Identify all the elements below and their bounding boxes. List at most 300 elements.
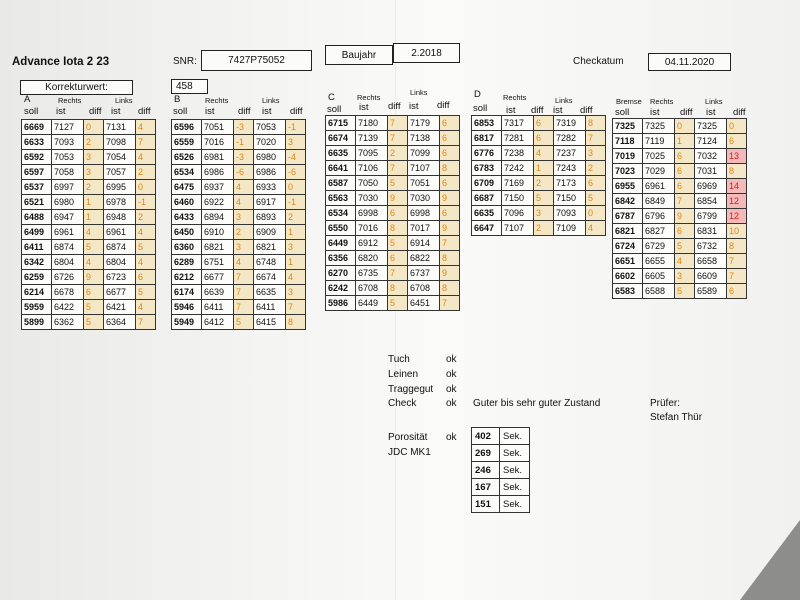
group-a-ist-r: ist xyxy=(56,106,66,117)
pruefer-name: Stefan Thür xyxy=(650,412,703,423)
rechts-ist-cell: 6804 xyxy=(52,255,84,270)
links-ist-cell: 6909 xyxy=(254,225,286,240)
rechts-ist-cell: 7050 xyxy=(356,176,388,191)
soll-cell: 5986 xyxy=(326,296,356,311)
links-ist-cell: 6589 xyxy=(695,284,727,299)
links-ist-cell: 6799 xyxy=(695,209,727,224)
links-ist-cell: 7053 xyxy=(254,120,286,135)
soll-cell: 6450 xyxy=(172,225,202,240)
rechts-ist-cell: 6639 xyxy=(202,285,234,300)
links-diff-cell: 8 xyxy=(440,161,460,176)
rechts-diff-cell: 5 xyxy=(388,236,408,251)
rechts-ist-cell: 7150 xyxy=(502,191,534,206)
snr-label: SNR: xyxy=(173,56,197,67)
rechts-ist-cell: 6751 xyxy=(202,255,234,270)
rechts-diff-cell: 9 xyxy=(675,209,695,224)
soll-cell: 6342 xyxy=(22,255,52,270)
soll-cell: 7118 xyxy=(613,134,643,149)
rechts-diff-cell: 7 xyxy=(234,270,254,285)
checkdatum-label: Checkatum xyxy=(573,56,624,67)
soll-cell: 6602 xyxy=(613,269,643,284)
soll-cell: 6212 xyxy=(172,270,202,285)
check-traggegut-value: ok xyxy=(446,384,457,395)
soll-cell: 6214 xyxy=(22,285,52,300)
links-ist-cell: 6415 xyxy=(254,315,286,330)
soll-cell: 6242 xyxy=(326,281,356,296)
baujahr-label: Baujahr xyxy=(325,45,393,65)
table-row xyxy=(326,191,460,206)
links-diff-cell: 9 xyxy=(440,221,460,236)
group-c-letter: C xyxy=(328,92,335,103)
links-ist-cell: 7173 xyxy=(554,176,586,191)
soll-cell: 7019 xyxy=(613,149,643,164)
links-ist-cell: 7138 xyxy=(408,131,440,146)
soll-cell: 6521 xyxy=(22,195,52,210)
links-ist-cell: 6723 xyxy=(104,270,136,285)
soll-cell: 6499 xyxy=(22,225,52,240)
rechts-ist-cell: 6937 xyxy=(202,180,234,195)
links-diff-cell: 6 xyxy=(727,134,747,149)
table-row xyxy=(172,285,306,300)
links-diff-cell: 4 xyxy=(136,225,156,240)
soll-cell: 6651 xyxy=(613,254,643,269)
links-diff-cell: 7 xyxy=(727,254,747,269)
links-diff-cell: 0 xyxy=(286,180,306,195)
table-row xyxy=(326,161,460,176)
soll-cell: 6449 xyxy=(326,236,356,251)
soll-cell: 6817 xyxy=(472,131,502,146)
rechts-ist-cell: 6677 xyxy=(202,270,234,285)
links-ist-cell: 6658 xyxy=(695,254,727,269)
rechts-diff-cell: 1 xyxy=(534,161,554,176)
rechts-ist-cell: 7016 xyxy=(356,221,388,236)
links-ist-cell: 6708 xyxy=(408,281,440,296)
rechts-ist-cell: 6910 xyxy=(202,225,234,240)
links-ist-cell: 6961 xyxy=(104,225,136,240)
rechts-diff-cell: 4 xyxy=(84,255,104,270)
porositaet-unit: Sek. xyxy=(500,445,530,462)
links-ist-cell: 6969 xyxy=(695,179,727,194)
links-diff-cell: 8 xyxy=(727,239,747,254)
links-diff-cell: 7 xyxy=(440,296,460,311)
rechts-ist-cell: 6821 xyxy=(202,240,234,255)
links-diff-cell: 3 xyxy=(286,240,306,255)
soll-cell: 6174 xyxy=(172,285,202,300)
rechts-ist-cell: 6961 xyxy=(643,179,675,194)
rechts-ist-cell: 6362 xyxy=(52,315,84,330)
links-diff-cell: 6 xyxy=(440,131,460,146)
soll-cell: 6270 xyxy=(326,266,356,281)
bremse-ist-l: ist xyxy=(706,107,716,118)
links-diff-cell: 2 xyxy=(136,210,156,225)
soll-cell: 5946 xyxy=(172,300,202,315)
soll-cell: 6534 xyxy=(172,165,202,180)
links-diff-cell: 7 xyxy=(586,131,606,146)
table-row xyxy=(326,116,460,131)
links-diff-cell: 6 xyxy=(440,116,460,131)
links-diff-cell: 6 xyxy=(586,176,606,191)
rechts-ist-cell: 6961 xyxy=(52,225,84,240)
soll-cell: 6669 xyxy=(22,120,52,135)
table-row xyxy=(472,221,606,236)
table-row xyxy=(326,251,460,266)
table-row xyxy=(326,281,460,296)
table-row xyxy=(613,269,747,284)
table-row xyxy=(326,146,460,161)
soll-cell: 6687 xyxy=(472,191,502,206)
table-row xyxy=(326,296,460,311)
rechts-ist-cell: 6849 xyxy=(643,194,675,209)
links-ist-cell: 6917 xyxy=(254,195,286,210)
check-traggegut-label: Traggegut xyxy=(388,384,434,395)
table-row xyxy=(326,176,460,191)
links-ist-cell: 6854 xyxy=(695,194,727,209)
links-diff-cell: 14 xyxy=(727,179,747,194)
links-diff-cell: 10 xyxy=(727,224,747,239)
rechts-ist-cell: 6922 xyxy=(202,195,234,210)
soll-cell: 6537 xyxy=(22,180,52,195)
links-diff-cell: 7 xyxy=(136,315,156,330)
links-ist-cell: 6737 xyxy=(408,266,440,281)
soll-cell: 6592 xyxy=(22,150,52,165)
group-d-ist-r: ist xyxy=(506,105,516,116)
table-row xyxy=(613,224,747,239)
table-row xyxy=(172,180,306,195)
table-row xyxy=(22,210,156,225)
porositaet-value: ok xyxy=(446,432,457,443)
links-ist-cell: 6986 xyxy=(254,165,286,180)
rechts-ist-cell: 6912 xyxy=(356,236,388,251)
table-row xyxy=(172,150,306,165)
links-diff-cell: -1 xyxy=(136,195,156,210)
table-row xyxy=(613,194,747,209)
rechts-ist-cell: 6874 xyxy=(52,240,84,255)
table-row xyxy=(326,266,460,281)
links-diff-cell: 2 xyxy=(136,165,156,180)
group-b-diff-r: diff xyxy=(238,106,251,117)
links-diff-cell: -1 xyxy=(286,120,306,135)
links-diff-cell: 7 xyxy=(286,300,306,315)
table-row xyxy=(326,236,460,251)
group-a-links: Links xyxy=(115,96,133,105)
rechts-ist-cell: 6998 xyxy=(356,206,388,221)
links-diff-cell: -1 xyxy=(286,195,306,210)
links-ist-cell: 7131 xyxy=(104,120,136,135)
rechts-diff-cell: 8 xyxy=(388,221,408,236)
soll-cell: 5949 xyxy=(172,315,202,330)
table-row xyxy=(22,285,156,300)
links-ist-cell: 7243 xyxy=(554,161,586,176)
links-diff-cell: 8 xyxy=(727,164,747,179)
rechts-ist-cell: 7281 xyxy=(502,131,534,146)
links-diff-cell: 1 xyxy=(286,255,306,270)
table-row xyxy=(613,134,747,149)
rechts-diff-cell: 4 xyxy=(234,180,254,195)
table-row xyxy=(472,116,606,131)
group-d-table xyxy=(471,115,606,236)
rechts-diff-cell: 1 xyxy=(84,210,104,225)
table-row xyxy=(472,176,606,191)
links-ist-cell: 6732 xyxy=(695,239,727,254)
group-c-links: Links xyxy=(410,88,428,97)
group-d-links: Links xyxy=(555,96,573,105)
group-c-rechts: Rechts xyxy=(357,93,381,102)
bremse-rechts: Rechts xyxy=(650,97,674,106)
rechts-diff-cell: 3 xyxy=(84,150,104,165)
rechts-diff-cell: 2 xyxy=(388,146,408,161)
links-diff-cell: 8 xyxy=(286,315,306,330)
soll-cell: 6475 xyxy=(172,180,202,195)
rechts-diff-cell: 4 xyxy=(84,225,104,240)
rechts-ist-cell: 6678 xyxy=(52,285,84,300)
group-d-soll: soll xyxy=(473,103,488,114)
group-b-table xyxy=(171,119,306,330)
links-diff-cell: 9 xyxy=(440,266,460,281)
rechts-diff-cell: 5 xyxy=(675,239,695,254)
rechts-ist-cell: 7051 xyxy=(202,120,234,135)
soll-cell: 6787 xyxy=(613,209,643,224)
group-a-ist-l: ist xyxy=(111,106,121,117)
soll-cell: 6488 xyxy=(22,210,52,225)
bremse-diff-l: diff xyxy=(733,107,746,118)
table-row xyxy=(613,164,747,179)
group-d-letter: D xyxy=(474,89,481,100)
rechts-ist-cell: 6449 xyxy=(356,296,388,311)
porositaet-unit: Sek. xyxy=(500,479,530,496)
links-ist-cell: 7098 xyxy=(104,135,136,150)
links-ist-cell: 6874 xyxy=(104,240,136,255)
rechts-diff-cell: -3 xyxy=(234,150,254,165)
rechts-diff-cell: -3 xyxy=(234,120,254,135)
links-ist-cell: 6821 xyxy=(254,240,286,255)
links-diff-cell: 4 xyxy=(136,255,156,270)
links-ist-cell: 7057 xyxy=(104,165,136,180)
links-ist-cell: 7099 xyxy=(408,146,440,161)
porositaet-seconds: 151 xyxy=(472,496,500,513)
links-diff-cell: 7 xyxy=(136,135,156,150)
rechts-ist-cell: 7119 xyxy=(643,134,675,149)
soll-cell: 6709 xyxy=(472,176,502,191)
links-ist-cell: 7032 xyxy=(695,149,727,164)
soll-cell: 6289 xyxy=(172,255,202,270)
links-ist-cell: 6635 xyxy=(254,285,286,300)
links-diff-cell: 6 xyxy=(440,146,460,161)
links-ist-cell: 6980 xyxy=(254,150,286,165)
rechts-diff-cell: 5 xyxy=(234,315,254,330)
rechts-diff-cell: 9 xyxy=(388,191,408,206)
table-row xyxy=(172,315,306,330)
rechts-diff-cell: 2 xyxy=(234,225,254,240)
rechts-diff-cell: 6 xyxy=(675,164,695,179)
group-b-letter: B xyxy=(174,94,181,105)
links-diff-cell: 0 xyxy=(727,119,747,134)
links-diff-cell: 4 xyxy=(136,120,156,135)
links-ist-cell: 6677 xyxy=(104,285,136,300)
links-ist-cell: 7020 xyxy=(254,135,286,150)
porositaet-row xyxy=(472,462,530,479)
links-diff-cell: 2 xyxy=(286,210,306,225)
links-diff-cell: 4 xyxy=(136,300,156,315)
links-ist-cell: 7017 xyxy=(408,221,440,236)
sheet-title: Advance Iota 2 23 xyxy=(12,56,110,68)
table-row xyxy=(22,165,156,180)
rechts-diff-cell: 4 xyxy=(534,146,554,161)
rechts-diff-cell: 2 xyxy=(84,180,104,195)
rechts-ist-cell: 6655 xyxy=(643,254,675,269)
soll-cell: 6641 xyxy=(326,161,356,176)
rechts-diff-cell: 6 xyxy=(675,179,695,194)
group-b-rechts: Rechts xyxy=(205,96,229,105)
table-row xyxy=(172,120,306,135)
rechts-diff-cell: 1 xyxy=(675,134,695,149)
soll-cell: 6563 xyxy=(326,191,356,206)
rechts-ist-cell: 6827 xyxy=(643,224,675,239)
rechts-ist-cell: 6947 xyxy=(52,210,84,225)
rechts-diff-cell: 3 xyxy=(234,240,254,255)
group-b-soll: soll xyxy=(173,106,188,117)
table-row xyxy=(326,206,460,221)
soll-cell: 6559 xyxy=(172,135,202,150)
links-diff-cell: 13 xyxy=(727,149,747,164)
links-diff-cell: 8 xyxy=(440,251,460,266)
links-diff-cell: 7 xyxy=(440,236,460,251)
rechts-ist-cell: 7096 xyxy=(502,206,534,221)
links-diff-cell: 6 xyxy=(136,270,156,285)
table-row xyxy=(22,135,156,150)
rechts-diff-cell: 4 xyxy=(234,255,254,270)
rechts-ist-cell: 6980 xyxy=(52,195,84,210)
rechts-ist-cell: 6422 xyxy=(52,300,84,315)
rechts-diff-cell: 7 xyxy=(234,285,254,300)
soll-cell: 6583 xyxy=(613,284,643,299)
rechts-diff-cell: 5 xyxy=(388,296,408,311)
links-diff-cell: 12 xyxy=(727,209,747,224)
links-ist-cell: 6609 xyxy=(695,269,727,284)
links-ist-cell: 7179 xyxy=(408,116,440,131)
links-diff-cell: 6 xyxy=(440,176,460,191)
porositaet-table xyxy=(471,427,530,513)
links-ist-cell: 7107 xyxy=(408,161,440,176)
table-row xyxy=(22,255,156,270)
rechts-diff-cell: 5 xyxy=(388,176,408,191)
links-diff-cell: 5 xyxy=(586,191,606,206)
group-d-diff-r: diff xyxy=(531,105,544,116)
porositaet-device: JDC MK1 xyxy=(388,447,431,458)
group-c-diff-l: diff xyxy=(437,100,450,111)
group-d-diff-l: diff xyxy=(580,105,593,116)
porositaet-seconds: 402 xyxy=(472,428,500,445)
links-diff-cell: 2 xyxy=(586,161,606,176)
links-diff-cell: 4 xyxy=(286,270,306,285)
links-ist-cell: 7319 xyxy=(554,116,586,131)
links-diff-cell: 6 xyxy=(440,206,460,221)
links-ist-cell: 7150 xyxy=(554,191,586,206)
links-ist-cell: 7054 xyxy=(104,150,136,165)
table-row xyxy=(613,149,747,164)
table-row xyxy=(172,165,306,180)
rechts-diff-cell: 3 xyxy=(84,165,104,180)
table-row xyxy=(326,221,460,236)
table-row xyxy=(172,270,306,285)
rechts-diff-cell: 3 xyxy=(534,206,554,221)
porositaet-row xyxy=(472,496,530,513)
rechts-diff-cell: 6 xyxy=(675,149,695,164)
table-row xyxy=(172,240,306,255)
links-diff-cell: 8 xyxy=(586,116,606,131)
rechts-diff-cell: -1 xyxy=(234,135,254,150)
links-ist-cell: 7237 xyxy=(554,146,586,161)
soll-cell: 6776 xyxy=(472,146,502,161)
table-row xyxy=(22,270,156,285)
rechts-diff-cell: 1 xyxy=(84,195,104,210)
links-ist-cell: 6674 xyxy=(254,270,286,285)
links-ist-cell: 6364 xyxy=(104,315,136,330)
porositaet-row xyxy=(472,445,530,462)
links-diff-cell: 6 xyxy=(727,284,747,299)
table-row xyxy=(172,195,306,210)
links-diff-cell: 7 xyxy=(727,269,747,284)
table-surface xyxy=(740,520,800,600)
rechts-ist-cell: 6820 xyxy=(356,251,388,266)
rechts-diff-cell: 6 xyxy=(388,251,408,266)
rechts-ist-cell: 6796 xyxy=(643,209,675,224)
soll-cell: 6596 xyxy=(172,120,202,135)
links-diff-cell: 3 xyxy=(286,135,306,150)
rechts-ist-cell: 6735 xyxy=(356,266,388,281)
soll-cell: 6360 xyxy=(172,240,202,255)
snr-value: 7427P75052 xyxy=(201,50,312,71)
rechts-ist-cell: 6981 xyxy=(202,150,234,165)
links-ist-cell: 7325 xyxy=(695,119,727,134)
rechts-ist-cell: 7025 xyxy=(643,149,675,164)
group-c-soll: soll xyxy=(327,104,342,115)
check-leinen-label: Leinen xyxy=(388,369,419,380)
bremse-diff-r: diff xyxy=(680,107,693,118)
group-a-letter: A xyxy=(24,94,31,105)
group-a-diff-r: diff xyxy=(89,106,102,117)
rechts-ist-cell: 7058 xyxy=(52,165,84,180)
links-ist-cell: 6421 xyxy=(104,300,136,315)
rechts-diff-cell: 5 xyxy=(84,315,104,330)
rechts-diff-cell: 7 xyxy=(388,116,408,131)
links-diff-cell: 1 xyxy=(286,225,306,240)
table-row xyxy=(22,240,156,255)
soll-cell: 6647 xyxy=(472,221,502,236)
table-row xyxy=(613,239,747,254)
rechts-diff-cell: 8 xyxy=(388,281,408,296)
table-row xyxy=(22,315,156,330)
rechts-ist-cell: 6894 xyxy=(202,210,234,225)
soll-cell: 6635 xyxy=(472,206,502,221)
rechts-ist-cell: 7053 xyxy=(52,150,84,165)
soll-cell: 6597 xyxy=(22,165,52,180)
rechts-ist-cell: 6729 xyxy=(643,239,675,254)
rechts-ist-cell: 6605 xyxy=(643,269,675,284)
links-ist-cell: 6451 xyxy=(408,296,440,311)
soll-cell: 6635 xyxy=(326,146,356,161)
table-row xyxy=(172,225,306,240)
links-diff-cell: 3 xyxy=(586,146,606,161)
links-ist-cell: 7031 xyxy=(695,164,727,179)
links-diff-cell: 0 xyxy=(586,206,606,221)
rechts-ist-cell: 6986 xyxy=(202,165,234,180)
links-diff-cell: 4 xyxy=(136,150,156,165)
links-diff-cell: -6 xyxy=(286,165,306,180)
rechts-diff-cell: 5 xyxy=(84,240,104,255)
rechts-ist-cell: 7106 xyxy=(356,161,388,176)
rechts-diff-cell: 6 xyxy=(675,224,695,239)
soll-cell: 6411 xyxy=(22,240,52,255)
